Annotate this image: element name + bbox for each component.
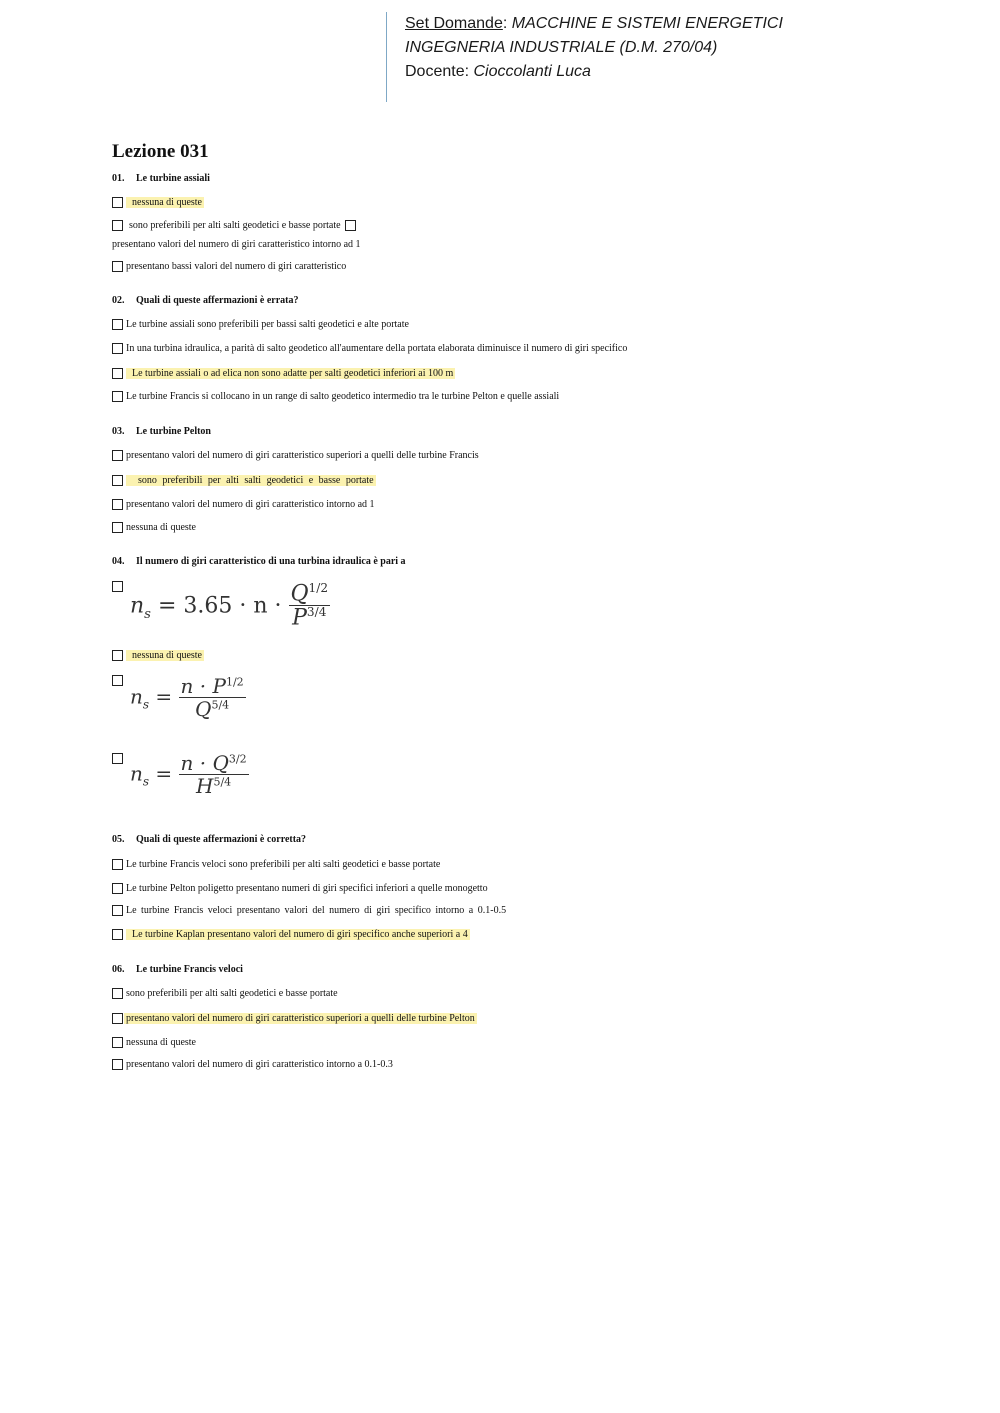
formula-subscript: s: [144, 606, 151, 622]
option-text: Le turbine Francis veloci presentano valori del numero di giri specifico intorno a 0.1-0.5: [126, 904, 507, 916]
checkbox[interactable]: [112, 499, 123, 510]
teacher-line: [405, 60, 783, 84]
q4-option-2[interactable]: [112, 648, 204, 662]
q6-option-1[interactable]: [112, 986, 338, 1000]
formula-numerator: n · Q: [180, 751, 229, 775]
q3-option-2[interactable]: [112, 473, 376, 487]
q5-option-1[interactable]: [112, 857, 440, 871]
question-6-title: [112, 964, 243, 975]
set-label: Set Domande: [405, 15, 503, 32]
formula-equals: =: [155, 761, 173, 786]
checkbox[interactable]: [112, 650, 123, 661]
formula-subscript: s: [142, 774, 150, 789]
formula-3: [130, 753, 249, 797]
question-number: 06.: [112, 964, 125, 975]
option-text: presentano valori del numero di giri caratteristico superiori a quelli delle turbine Pelton: [126, 1012, 475, 1024]
checkbox[interactable]: [112, 450, 123, 461]
degree-name: INGEGNERIA INDUSTRIALE (D.M. 270/04): [405, 39, 718, 56]
question-text: Quali di queste affermazioni è corretta?: [136, 834, 307, 845]
option-text: nessuna di queste: [126, 650, 204, 661]
checkbox[interactable]: [345, 220, 356, 231]
option-text: Le turbine Francis si collocano in un range di salto geodetico intermedio tra le turbine Pelton e quelle assiali: [126, 390, 560, 402]
question-text: Le turbine Francis veloci: [136, 964, 243, 975]
formula-denominator: Q: [195, 697, 212, 721]
checkbox[interactable]: [112, 197, 123, 208]
checkbox[interactable]: [112, 1013, 123, 1024]
q5-option-2[interactable]: [112, 881, 488, 895]
course-name: MACCHINE E SISTEMI ENERGETICI: [511, 15, 783, 32]
option-text: Le turbine Pelton poligetto presentano numeri di giri specifici inferiori a quelle monogetto: [126, 882, 488, 894]
formula-denominator: P: [292, 605, 307, 631]
checkbox[interactable]: [112, 675, 123, 686]
checkbox[interactable]: [112, 581, 123, 592]
question-5-title: [112, 834, 306, 845]
checkbox[interactable]: [112, 1059, 123, 1070]
formula-coefficient: = 3.65 · n ·: [157, 593, 282, 619]
q5-option-4[interactable]: [112, 927, 470, 941]
q4-option-1[interactable]: [112, 579, 123, 593]
set-line: [405, 12, 783, 36]
q2-option-4[interactable]: [112, 389, 559, 403]
q6-option-2[interactable]: [112, 1011, 477, 1025]
question-text: Le turbine assiali: [136, 173, 210, 184]
option-text: Le turbine Kaplan presentano valori del numero di giri specifico anche superiori a 4: [126, 929, 470, 940]
question-text: Le turbine Pelton: [136, 426, 211, 437]
q6-option-3[interactable]: [112, 1035, 196, 1049]
checkbox[interactable]: [112, 261, 123, 272]
option-text: Le turbine assiali sono preferibili per bassi salti geodetici e alte portate: [126, 318, 409, 330]
question-number: 02.: [112, 295, 125, 306]
checkbox[interactable]: [112, 905, 123, 916]
checkbox[interactable]: [112, 753, 123, 764]
checkbox[interactable]: [112, 988, 123, 999]
formula-fraction: [179, 676, 246, 720]
set-colon: :: [502, 15, 508, 32]
option-text: nessuna di queste: [126, 197, 204, 208]
checkbox[interactable]: [112, 391, 123, 402]
checkbox[interactable]: [112, 319, 123, 330]
question-number: 03.: [112, 426, 125, 437]
checkbox[interactable]: [112, 883, 123, 894]
question-3-title: [112, 426, 211, 437]
option-text: nessuna di queste: [126, 521, 196, 533]
formula-1: [130, 582, 330, 631]
question-1-title: [112, 173, 210, 184]
teacher-label: Docente:: [405, 63, 470, 80]
checkbox[interactable]: [112, 475, 123, 486]
checkbox[interactable]: [112, 929, 123, 940]
option-text: sono preferibili per alti salti geodetici e basse portate: [129, 219, 341, 231]
teacher-name: Cioccolanti Luca: [473, 63, 591, 80]
question-text: Il numero di giri caratteristico di una turbina idraulica è pari a: [136, 556, 406, 567]
formula-denominator: H: [196, 774, 214, 798]
q2-option-1[interactable]: [112, 317, 409, 331]
option-text: presentano valori del numero di giri caratteristico intorno a 0.1-0.3: [126, 1058, 393, 1070]
q4-option-4[interactable]: [112, 751, 123, 765]
formula-numerator: Q: [290, 581, 309, 607]
checkbox[interactable]: [112, 522, 123, 533]
checkbox[interactable]: [112, 343, 123, 354]
q4-option-3[interactable]: [112, 673, 123, 687]
question-number: 04.: [112, 556, 125, 567]
document-header: [386, 12, 783, 102]
checkbox[interactable]: [112, 220, 123, 231]
q2-option-3[interactable]: [112, 366, 455, 380]
question-number: 01.: [112, 173, 125, 184]
formula-exponent: 1/2: [308, 581, 329, 595]
formula-symbol: n: [130, 761, 143, 786]
formula-2: [130, 676, 246, 720]
formula-equals: =: [155, 684, 173, 709]
question-text: Quali di queste affermazioni è errata?: [136, 295, 299, 306]
option-text: presentano valori del numero di giri caratteristico intorno ad 1: [126, 498, 375, 510]
formula-exponent: 5/4: [213, 775, 232, 789]
formula-symbol: n: [130, 684, 143, 709]
checkbox[interactable]: [112, 859, 123, 870]
q3-option-4[interactable]: [112, 520, 196, 534]
q1-option-3[interactable]: presentano valori del numero di giri caratteristico intorno ad 1: [112, 239, 361, 250]
question-4-title: [112, 556, 406, 567]
q1-option-2[interactable]: [112, 218, 356, 232]
q5-option-3[interactable]: [112, 903, 506, 917]
question-2-title: [112, 295, 298, 306]
option-text: sono preferibili per alti salti geodetici e basse portate: [126, 987, 338, 999]
q3-option-3[interactable]: [112, 497, 375, 511]
option-text: nessuna di queste: [126, 1036, 196, 1048]
option-text: In una turbina idraulica, a parità di salto geodetico all'aumentare della portata elaborata diminuisce il numero di giri specifico: [126, 342, 628, 354]
checkbox[interactable]: [112, 368, 123, 379]
formula-numerator: n · P: [180, 674, 226, 698]
option-text: Le turbine assiali o ad elica non sono adatte per salti geodetici inferiori ai 100 m: [126, 368, 455, 379]
formula-exponent: 3/2: [228, 752, 247, 766]
formula-symbol: n: [130, 593, 145, 619]
option-text: sono preferibili per alti salti geodetici e basse portate: [126, 475, 376, 486]
q3-option-1[interactable]: [112, 448, 479, 462]
option-text: presentano valori del numero di giri caratteristico superiori a quelli delle turbine Francis: [126, 449, 479, 461]
option-text: presentano bassi valori del numero di giri caratteristico: [126, 260, 347, 272]
question-number: 05.: [112, 834, 125, 845]
option-text: Le turbine Francis veloci sono preferibili per alti salti geodetici e basse portate: [126, 858, 441, 870]
formula-fraction: [179, 753, 249, 797]
formula-exponent: 3/4: [306, 605, 327, 620]
q2-option-2[interactable]: [112, 341, 627, 355]
formula-exponent: 5/4: [211, 698, 230, 712]
lesson-title: Lezione 031: [112, 141, 209, 162]
q1-option-4[interactable]: [112, 259, 346, 273]
formula-subscript: s: [142, 697, 150, 712]
q1-option-1[interactable]: [112, 195, 204, 209]
formula-fraction: [289, 582, 331, 631]
checkbox[interactable]: [112, 1037, 123, 1048]
formula-exponent: 1/2: [225, 675, 244, 689]
q6-option-4[interactable]: [112, 1057, 393, 1071]
